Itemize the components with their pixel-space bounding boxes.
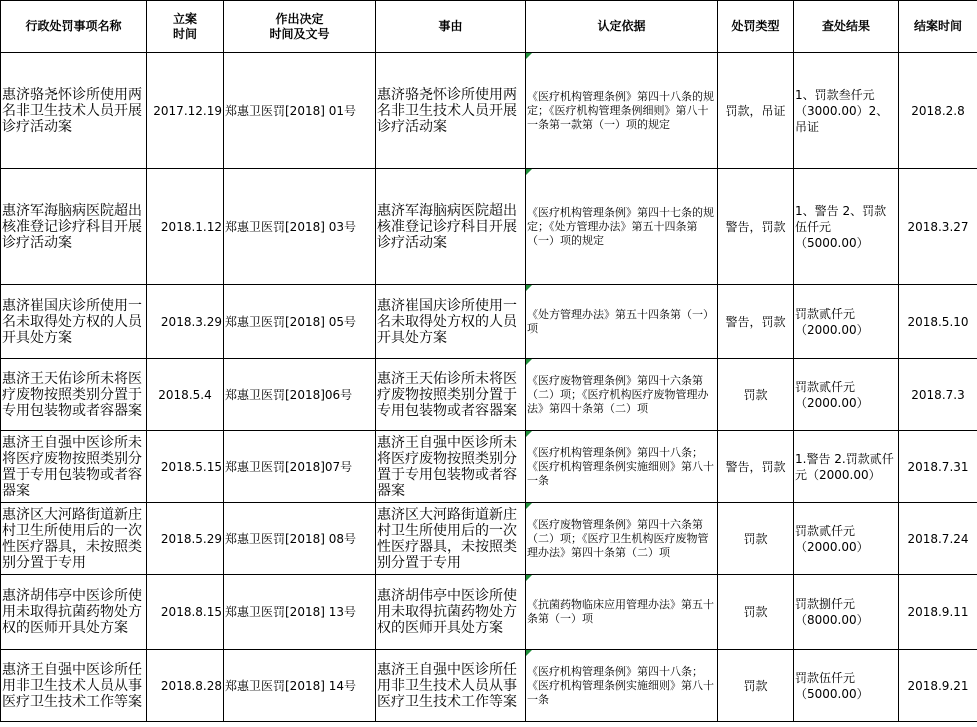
cell-basis [526,53,718,169]
cell-basis-text: 《处方管理办法》第五十四条第（一）项 [527,307,714,335]
cell-basis-text: 《医疗机构管理条例》第四十八条的规定；《医疗机构管理条例细则》第八十一条第一款第（一）项的规定 [527,89,714,131]
cell-filing-time: 2018.8.15 [147,575,224,650]
cell-reason: 惠济军海脑病医院超出核准登记诊疗科目开展诊疗活动案 [376,169,526,285]
cell-result: 罚款贰仟元（2000.00） [794,359,899,431]
cell-decision-doc: 郑惠卫医罚[2018] 01号 [224,53,376,169]
cell-name: 惠济王自强中医诊所未将医疗废物按照类别分置于专用包装物或者容器案 [1,431,147,503]
cell-type: 罚款 [718,503,794,575]
header-basis [526,1,718,53]
cell-result: 罚款捌仟元（8000.00） [794,575,899,650]
cell-basis-text: 《医疗机构管理条例》第四十七条的规定；《处方管理办法》第五十四条第（一）项的规定 [527,205,714,247]
cell-basis [526,575,718,650]
table-row [1,575,977,650]
header-decision [224,1,376,53]
header-type-label: 处罚类型 [731,19,780,33]
cell-result: 罚款贰仟元（2000.00） [794,503,899,575]
table-row [1,169,977,285]
cell-result: 1、罚款叁仟元（3000.00）2、吊证 [794,53,899,169]
cell-basis-text: 《医疗机构管理条例》第四十八条；《医疗机构管理条例实施细则》第八十一条 [527,445,714,487]
cell-name: 惠济王天佑诊所未将医疗废物按照类别分置于专用包装物或者容器案 [1,359,147,431]
cell-closing-time: 2018.7.3 [899,359,977,431]
header-filing-line1: 立案 [172,11,197,26]
cell-closing-time: 2018.7.24 [899,503,977,575]
header-name-label: 行政处罚事项名称 [25,19,122,33]
comment-marker-icon [526,575,532,581]
cell-type: 罚款 [718,650,794,722]
cell-basis-text: 《抗菌药物临床应用管理办法》第五十条第（一）项 [527,598,714,625]
cell-reason: 惠济骆尧怀诊所使用两名非卫生技术人员开展诊疗活动案 [376,53,526,169]
header-decision-line1: 作出决定 [275,11,324,26]
cell-result: 罚款贰仟元（2000.00） [794,285,899,359]
cell-reason: 惠济崔国庆诊所使用一名未取得处方权的人员开具处方案 [376,285,526,359]
cell-decision-doc: 郑惠卫医罚[2018] 14号 [224,650,376,722]
cell-filing-time: 2017.12.19 [147,53,224,169]
cell-basis-text: 《医疗机构管理条例》第四十八条；《医疗机构管理条例实施细则》第八十一条 [527,664,714,706]
cell-filing-time: 2018.3.29 [147,285,224,359]
cell-basis [526,359,718,431]
cell-reason: 惠济王自强中医诊所未将医疗废物按照类别分置于专用包装物或者容器案 [376,431,526,503]
cell-decision-doc: 郑惠卫医罚[2018] 05号 [224,285,376,359]
table-row [1,503,977,575]
cell-basis [526,503,718,575]
cell-name: 惠济军海脑病医院超出核准登记诊疗科目开展诊疗活动案 [1,169,147,285]
comment-marker-icon [526,169,532,175]
cell-reason: 惠济胡伟亭中医诊所使用未取得抗菌药物处方权的医师开具处方案 [376,575,526,650]
cell-basis [526,169,718,285]
cell-decision-doc: 郑惠卫医罚[2018] 13号 [224,575,376,650]
cell-type: 罚款 [718,575,794,650]
comment-marker-icon [526,503,532,509]
cell-decision-doc: 郑惠卫医罚[2018] 08号 [224,503,376,575]
table-row [1,285,977,359]
cell-type: 罚款 [718,359,794,431]
cell-filing-time: 2018.5.4 [147,359,224,431]
header-filing-line2: 时间 [172,26,197,41]
header-name [1,1,147,53]
cell-filing-time: 2018.8.28 [147,650,224,722]
header-result [794,1,899,53]
header-closing [899,1,977,53]
cell-filing-time: 2018.5.29 [147,503,224,575]
header-reason [376,1,526,53]
table-row [1,650,977,722]
cell-reason: 惠济王自强中医诊所任用非卫生技术人员从事医疗卫生技术工作等案 [376,650,526,722]
cell-basis [526,285,718,359]
header-closing-label: 结案时间 [913,19,962,33]
cell-reason: 惠济区大河路街道新庄村卫生所使用后的一次性医疗器具，未按照类别分置于专用 [376,503,526,575]
cell-filing-time: 2018.1.12 [147,169,224,285]
cell-type: 警告，罚款 [718,169,794,285]
cell-decision-doc: 郑惠卫医罚[2018]07号 [224,431,376,503]
cell-decision-doc: 郑惠卫医罚[2018] 03号 [224,169,376,285]
header-filing-time [147,1,224,53]
cell-name: 惠济崔国庆诊所使用一名未取得处方权的人员开具处方案 [1,285,147,359]
header-reason-label: 事由 [438,19,463,33]
comment-marker-icon [526,431,532,437]
cell-type: 警告，罚款 [718,285,794,359]
cell-result: 罚款伍仟元（5000.00） [794,650,899,722]
cell-closing-time: 2018.7.31 [899,431,977,503]
cell-name: 惠济骆尧怀诊所使用两名非卫生技术人员开展诊疗活动案 [1,53,147,169]
cell-type: 罚款，吊证 [718,53,794,169]
table-row [1,431,977,503]
cell-filing-time: 2018.5.15 [147,431,224,503]
header-decision-line2: 时间及文号 [269,26,330,41]
table-row [1,53,977,169]
cell-basis [526,431,718,503]
cell-decision-doc: 郑惠卫医罚[2018]06号 [224,359,376,431]
header-basis-label: 认定依据 [597,19,646,33]
cell-basis-text: 《医疗废物管理条例》第四十六条第（二）项；《医疗机构医疗废物管理办法》第四十条第（二）项 [527,373,709,415]
comment-marker-icon [526,285,532,291]
cell-closing-time: 2018.5.10 [899,285,977,359]
cell-name: 惠济区大河路街道新庄村卫生所使用后的一次性医疗器具，未按照类别分置于专用 [1,503,147,575]
header-type [718,1,794,53]
cell-result: 1.警告 2.罚款贰仟元（2000.00） [794,431,899,503]
cell-basis-text: 《医疗废物管理条例》第四十六条第（二）项；《医疗卫生机构医疗废物管理办法》第四十条第（二）项 [527,517,709,559]
cell-basis [526,650,718,722]
header-result-label: 查处结果 [821,19,870,33]
comment-marker-icon [526,650,532,656]
cell-closing-time: 2018.9.11 [899,575,977,650]
cell-name: 惠济胡伟亭中医诊所使用未取得抗菌药物处方权的医师开具处方案 [1,575,147,650]
comment-marker-icon [526,359,532,365]
comment-marker-icon [526,53,532,59]
cell-name: 惠济王自强中医诊所任用非卫生技术人员从事医疗卫生技术工作等案 [1,650,147,722]
cell-closing-time: 2018.9.21 [899,650,977,722]
header-row [1,1,977,53]
cell-reason: 惠济王天佑诊所未将医疗废物按照类别分置于专用包装物或者容器案 [376,359,526,431]
cell-closing-time: 2018.3.27 [899,169,977,285]
table-row [1,359,977,431]
cell-closing-time: 2018.2.8 [899,53,977,169]
cell-result: 1、警告 2、罚款伍仟元（5000.00） [794,169,899,285]
cell-type: 警告，罚款 [718,431,794,503]
